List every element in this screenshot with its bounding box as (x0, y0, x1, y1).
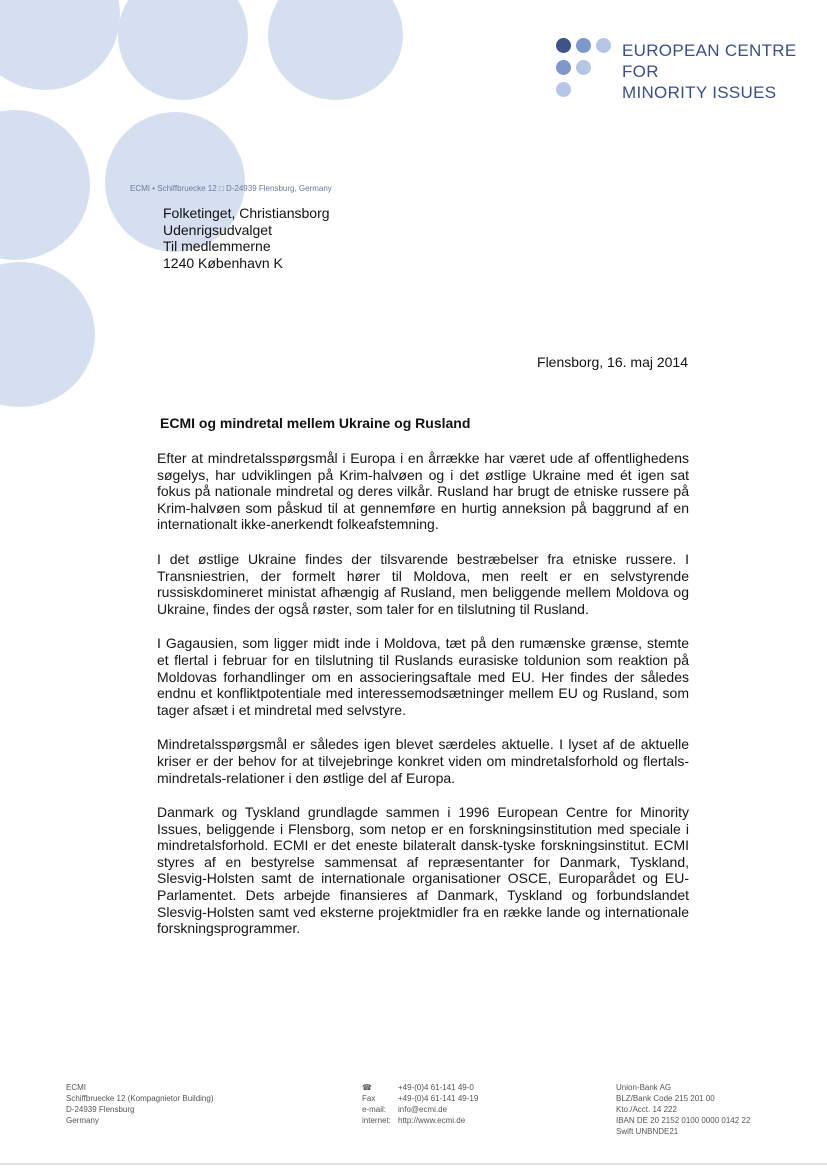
footer-phone (362, 1082, 478, 1093)
body-paragraph: Danmark og Tyskland grundlagde sammen i 1996 European Centre for Minority Issues, beliggende i Flensborg, som netop er en forskningsinstitution med speciale i mindretalsforhold. ECMI er det eneste bilateralt dansk-tyske forskningsinstitut. ECMI styres af en bestyrelse sammensat af repræsentanter for Danmark, Tyskland, Slesvig-Holsten samt de internationale organisationer OSCE, Europarådet og EU-Parlamentet. Dets arbejde finansieres af Danmark, Tyskland og forbundslandet Slesvig-Holsten samt ved eksterne projektmidler fra en række lande og internationale forskningsprogrammer. (157, 804, 689, 937)
recipient-line: 1240 København K (163, 254, 283, 271)
letter-body (157, 450, 689, 955)
website-link[interactable]: http://www.ecmi.de (398, 1116, 466, 1125)
decor-circle-top-center (118, 0, 248, 100)
footer-website (362, 1115, 478, 1126)
body-paragraph: I det østlige Ukraine findes der tilsvarende bestræbelser fra etniske russere. I Transniestrien, der formelt hører til Moldova, men reelt er en selvstyrende russiskdomineret ministat afhængig af Rusland, men beliggende mellem Moldova og Ukraine, findes der også røster, som taler for en tilslutning til Rusland. (157, 550, 689, 617)
footer-bank (616, 1082, 750, 1137)
footer-contacts (362, 1082, 478, 1126)
logo-dot-3 (596, 38, 611, 53)
footer-address-line: Germany (66, 1116, 99, 1125)
phone-icon: ☎ (362, 1083, 372, 1092)
bank-line: BLZ/Bank Code 215 201 00 (616, 1094, 715, 1103)
footer-email (362, 1104, 478, 1115)
footer-fax (362, 1093, 478, 1104)
page-bottom-divider (0, 1163, 827, 1165)
body-paragraph: Efter at mindretalsspørgsmål i Europa i en årrække har været ude af offentlighedens søgelys, har udviklingen på Krim-halvøen og i det østlige Ukraine med ét igen sat fokus på nationale mindretal og deres vilkår. Rusland har brugt de etniske russere på Krim-halvøen som påskud til at gennemføre en hurtig anneksion på baggrund af en internationalt ikke-anerkendt folkeafstemning. (157, 450, 689, 533)
phone-value: +49-(0)4 61-141 49-0 (398, 1083, 474, 1092)
decor-circle-top-left (0, 0, 120, 90)
letter-date: Flensborg, 16. maj 2014 (537, 354, 688, 370)
decor-circle-left-1 (0, 110, 90, 260)
logo-line-1: EUROPEAN CENTRE (622, 41, 797, 60)
bank-line: IBAN DE 20 2152 0100 0000 0142 22 (616, 1116, 751, 1125)
logo-dot-4 (556, 60, 571, 75)
ecmi-logo-text (622, 40, 822, 103)
footer-address (66, 1082, 214, 1126)
body-paragraph: I Gagausien, som ligger midt inde i Moldova, tæt på den rumænske grænse, stemte et flertal i februar for en tilslutning til Ruslands eurasiske toldunion som reaktion på Moldovas forhandlinger om en associeringsaftale med EU. Her findes der således endnu et konfliktpotentiale med interessemodsætninger mellem EU og Rusland, som tager afsæt i et mindretal med selvstyre. (157, 635, 689, 718)
footer-address-line: Schiffbruecke 12 (Kompagnietor Building) (66, 1094, 214, 1103)
footer-address-line: ECMI (66, 1083, 86, 1092)
letter-title: ECMI og mindretal mellem Ukraine og Rusland (160, 415, 471, 431)
sender-address-line: ECMI • Schiffbruecke 12 □ D-24939 Flensburg, Germany (130, 184, 332, 193)
logo-line-3: MINORITY ISSUES (622, 83, 777, 102)
recipient-address (163, 205, 330, 271)
decor-circle-top-right (268, 0, 403, 100)
email-label: e-mail: (362, 1105, 387, 1114)
bank-line: Kto./Acct. 14 222 (616, 1105, 677, 1114)
fax-label: Fax (362, 1094, 376, 1103)
bank-line: Swift UNBNDE21 (616, 1127, 679, 1136)
fax-value: +49-(0)4 61-141 49-19 (398, 1094, 479, 1103)
recipient-line: Folketinget, Christiansborg (163, 205, 330, 221)
decor-circle-left-2 (0, 262, 95, 407)
email-link[interactable]: info@ecmi.de (398, 1105, 448, 1114)
logo-dot-1 (556, 38, 571, 53)
bank-line: Union-Bank AG (616, 1083, 672, 1092)
website-label: internet: (362, 1116, 391, 1125)
recipient-line: Udenrigsudvalget (163, 221, 272, 238)
logo-dot-6 (556, 82, 571, 97)
logo-dot-5 (576, 60, 591, 75)
body-paragraph: Mindretalsspørgsmål er således igen blevet særdeles aktuelle. I lyset af de aktuelle kriser er der behov for at tilvejebringe konkret viden om mindretalsforhold og flertals-mindretals-relationer i den østlige del af Europa. (157, 736, 689, 786)
recipient-line: Til medlemmerne (163, 238, 271, 254)
logo-dot-2 (576, 38, 591, 53)
logo-line-2: FOR (622, 62, 659, 81)
footer-address-line: D-24939 Flensburg (66, 1105, 135, 1114)
